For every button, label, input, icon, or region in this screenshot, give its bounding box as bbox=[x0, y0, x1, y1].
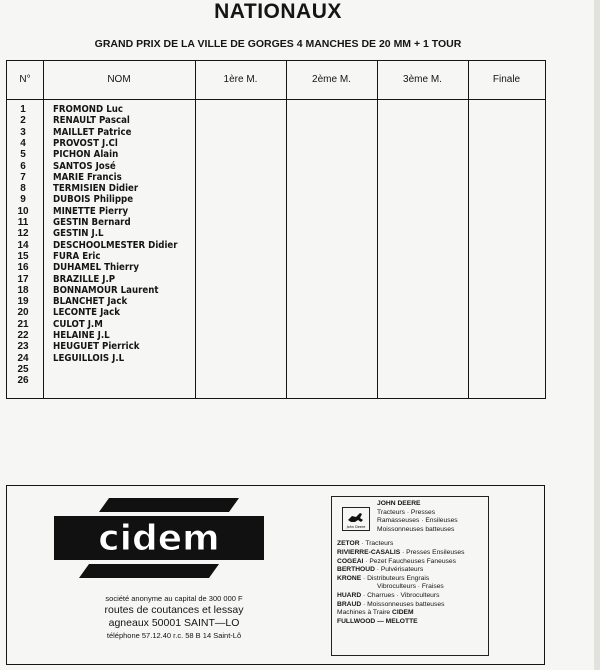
col-divider bbox=[377, 61, 378, 398]
brand-line bbox=[337, 549, 483, 558]
table-row bbox=[7, 138, 207, 149]
brand-line bbox=[337, 618, 483, 627]
deer-logo-icon bbox=[342, 507, 370, 531]
col-header-number: N° bbox=[19, 74, 31, 85]
brand-huard: HUARD bbox=[337, 591, 362, 599]
rider-number: 23 bbox=[17, 341, 29, 353]
table-row bbox=[7, 307, 207, 318]
rider-name: HEUGUET Pierrick bbox=[53, 341, 140, 353]
brand-zetor: ZETOR bbox=[337, 540, 360, 548]
rider-name: PROVOST J.Cl bbox=[53, 137, 118, 149]
rider-number: 21 bbox=[17, 318, 29, 330]
rider-number: 12 bbox=[17, 228, 29, 240]
rider-number: 18 bbox=[17, 284, 29, 296]
brand-rivierre: RIVIERRE-CASALIS bbox=[337, 548, 401, 556]
col-header-final: Finale bbox=[492, 74, 521, 85]
table-row bbox=[7, 274, 207, 285]
rider-name: RENAULT Pascal bbox=[53, 115, 130, 127]
deere-logo-text: John Deere bbox=[346, 525, 366, 529]
brand-berthoud-desc: · Pulvérisateurs bbox=[374, 566, 424, 574]
page-title: NATIONAUX bbox=[214, 0, 342, 23]
deere-products-3: Moissonneuses batteuses bbox=[377, 525, 455, 533]
table-row bbox=[7, 206, 207, 217]
rider-name: HELAINE J.L bbox=[53, 330, 110, 341]
rider-name: DUHAMEL Thierry bbox=[53, 262, 140, 274]
rider-number: 5 bbox=[20, 149, 26, 161]
rider-name: PICHON Alain bbox=[53, 149, 119, 161]
company-phone: téléphone 57.12.40 r.c. 58 B 14 Saint-Lô bbox=[106, 631, 242, 640]
race-subtitle: GRAND PRIX DE LA VILLE DE GORGES 4 MANCHES DE 20 MM + 1 TOUR bbox=[94, 38, 462, 50]
rider-name: DESCHOOLMESTER Didier bbox=[53, 239, 178, 251]
table-row bbox=[7, 262, 207, 273]
rider-number: 19 bbox=[17, 296, 29, 308]
rider-number: 17 bbox=[17, 273, 29, 285]
brand-berthoud: BERTHOUD bbox=[337, 566, 375, 574]
cidem-logo bbox=[49, 498, 269, 578]
brand-john-deere: JOHN DEERE bbox=[377, 500, 421, 507]
rider-name: MINETTE Pierry bbox=[53, 205, 129, 217]
table-row bbox=[7, 104, 207, 115]
brand-line bbox=[337, 609, 483, 618]
table-row bbox=[7, 149, 207, 160]
company-capital: société anonyme au capital de 300 000 F bbox=[105, 594, 243, 603]
company-city: agneaux 50001 SAINT—LO bbox=[108, 617, 240, 629]
rider-number: 6 bbox=[20, 160, 26, 172]
rider-number: 15 bbox=[17, 250, 29, 262]
rider-number: 7 bbox=[20, 171, 26, 183]
rider-number: 26 bbox=[17, 375, 29, 387]
rider-name: CULOT J.M bbox=[53, 318, 103, 330]
brand-cogeai: COGEAI bbox=[337, 557, 364, 565]
col-header-heat2: 2ème M. bbox=[312, 74, 351, 85]
rider-number: 20 bbox=[17, 307, 29, 319]
rider-number: 22 bbox=[17, 330, 29, 341]
brand-line bbox=[337, 601, 483, 610]
table-row bbox=[7, 364, 207, 375]
brand-huard-desc: · Charrues · Vibroculteurs bbox=[361, 591, 440, 599]
rider-number: 9 bbox=[20, 194, 26, 206]
brand-line bbox=[337, 592, 483, 601]
rider-number: 24 bbox=[17, 352, 29, 364]
rider-name: LEGUILLOIS J.L bbox=[53, 352, 125, 364]
col-header-heat3: 3ème M. bbox=[403, 74, 442, 85]
brand-braud-desc: · Moissonneuses batteuses bbox=[361, 600, 445, 608]
rider-number: 16 bbox=[17, 262, 29, 274]
cidem-address bbox=[49, 593, 299, 641]
rider-name: DUBOIS Philippe bbox=[53, 194, 134, 206]
brand-line bbox=[337, 566, 483, 575]
rider-number: 11 bbox=[17, 217, 29, 228]
deere-block bbox=[377, 500, 483, 534]
table-row bbox=[7, 194, 207, 205]
rider-name: SANTOS José bbox=[53, 160, 116, 172]
table-row bbox=[7, 240, 207, 251]
brand-rivierre-desc: · Presses Ensileuses bbox=[400, 548, 465, 556]
table-row bbox=[7, 353, 207, 364]
table-row bbox=[7, 183, 207, 194]
company-street: routes de coutances et lessay bbox=[104, 604, 244, 616]
rider-number: 10 bbox=[17, 205, 29, 217]
table-row bbox=[7, 217, 207, 228]
deere-products-1: Tracteurs · Presses bbox=[377, 508, 436, 516]
rider-name: GESTIN J.L bbox=[53, 228, 104, 240]
col-header-name: NOM bbox=[107, 74, 131, 85]
brand-fullwood: FULLWOOD — MELOTTE bbox=[337, 617, 418, 625]
col-divider bbox=[286, 61, 287, 398]
machines-label: Machines à Traire bbox=[337, 609, 393, 617]
rider-name: GESTIN Bernard bbox=[53, 217, 131, 228]
deere-products-2: Ramasseuses · Ensileuses bbox=[377, 517, 458, 525]
advertisement bbox=[6, 485, 545, 665]
table-row bbox=[7, 319, 207, 330]
results-table bbox=[6, 60, 546, 399]
col-header-heat1: 1ère M. bbox=[223, 74, 258, 85]
brand-zetor-desc: · Tracteurs bbox=[359, 540, 394, 548]
rider-number: 4 bbox=[20, 137, 26, 149]
brand-cogeai-desc: · Pezet Faucheuses Faneuses bbox=[363, 557, 456, 565]
rider-name: MARIE Francis bbox=[53, 171, 122, 183]
rider-name: TERMISIEN Didier bbox=[53, 183, 139, 195]
brand-cidem: CIDEM bbox=[392, 609, 414, 617]
table-row bbox=[7, 285, 207, 296]
header-divider bbox=[7, 99, 545, 100]
rider-number: 1 bbox=[20, 104, 26, 115]
page-edge bbox=[594, 0, 600, 670]
rider-name: BLANCHET Jack bbox=[53, 296, 128, 308]
table-row bbox=[7, 115, 207, 126]
dealer-brands-box bbox=[331, 496, 489, 656]
rider-name: BONNAMOUR Laurent bbox=[53, 284, 159, 296]
brand-braud: BRAUD bbox=[337, 600, 362, 608]
rider-number: 8 bbox=[20, 183, 26, 195]
table-row bbox=[7, 375, 207, 386]
table-row bbox=[7, 341, 207, 352]
table-row bbox=[7, 330, 207, 341]
table-row bbox=[7, 296, 207, 307]
table-row bbox=[7, 228, 207, 239]
rider-name: MAILLET Patrice bbox=[53, 126, 132, 138]
brand-krone: KRONE bbox=[337, 574, 362, 582]
rider-number: 3 bbox=[20, 126, 26, 138]
rider-number: 2 bbox=[20, 115, 26, 127]
table-row bbox=[7, 161, 207, 172]
rider-name: LECONTE Jack bbox=[53, 307, 120, 319]
rider-number: 25 bbox=[17, 363, 29, 375]
brand-krone-desc-2: Vibroculteurs · Fraises bbox=[377, 583, 444, 591]
brand-line bbox=[337, 575, 483, 584]
rider-name: BRAZILLE J.P bbox=[53, 273, 116, 285]
table-row bbox=[7, 127, 207, 138]
col-divider bbox=[468, 61, 469, 398]
brand-line bbox=[337, 558, 483, 567]
brand-krone-desc: · Distributeurs Engrais bbox=[361, 574, 430, 582]
table-row bbox=[7, 251, 207, 262]
rider-name: FROMOND Luc bbox=[53, 104, 123, 115]
rider-name: FURA Eric bbox=[53, 250, 101, 262]
rider-number: 14 bbox=[17, 239, 29, 251]
brand-line bbox=[337, 540, 483, 549]
table-row bbox=[7, 172, 207, 183]
cidem-logo-text: cidem bbox=[98, 518, 220, 559]
